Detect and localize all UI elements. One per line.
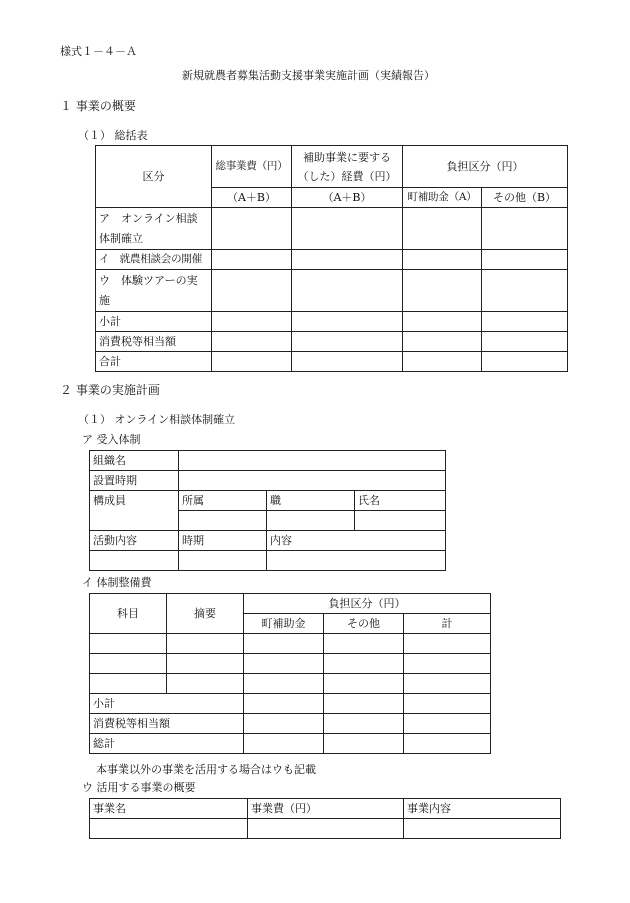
table-cell[interactable] [90,654,167,674]
members-label: 構成員 [90,491,179,531]
table-cell[interactable] [482,312,568,332]
table-row [90,734,491,754]
table-cell[interactable] [324,734,404,754]
org-name-field[interactable] [179,451,446,471]
table-cell[interactable] [212,332,292,352]
col-header-other: その他 [324,614,404,634]
col-header-town-subsidy: 町補助金 [244,614,324,634]
col-header-desc: 摘要 [167,594,244,634]
table-row [90,451,446,471]
row-label-tax: 消費税等相当額 [96,332,212,352]
table-cell[interactable] [90,634,167,654]
row-label-online [96,208,212,250]
table-row [96,352,568,372]
maintenance-cost-table [89,593,491,754]
reception-table [89,450,446,571]
setup-time-field[interactable] [179,471,446,491]
table-row [96,270,568,312]
job-field[interactable] [267,511,355,531]
org-name-label: 組織名 [90,451,179,471]
table-cell[interactable] [212,208,292,250]
row-label-tour-line2: 施 [99,294,110,307]
table-cell[interactable] [404,654,491,674]
col-header-project-cost: 事業費（円） [248,799,404,819]
note-text: 本事業以外の事業を活用する場合はウも記載 [96,763,316,776]
table-row [90,471,446,491]
col-header-other: その他（B） [482,188,568,208]
section-1-heading: １ 事業の概要 [60,99,136,113]
table-cell[interactable] [403,332,482,352]
table-cell[interactable] [324,634,404,654]
table-cell[interactable] [244,654,324,674]
table-cell[interactable] [482,352,568,372]
table-cell[interactable] [90,551,179,571]
table-cell[interactable] [324,694,404,714]
table-cell[interactable] [404,734,491,754]
row-label-online-line1: ア オンライン相談 [99,212,198,225]
row-label-tax: 消費税等相当額 [90,714,244,734]
other-project-label: ウ 活用する事業の概要 [82,781,196,794]
table-row [90,634,491,654]
job-header: 職 [267,491,355,511]
name-header: 氏名 [355,491,446,511]
row-label-grand-total: 総計 [90,734,244,754]
col-header-sum: 計 [404,614,491,634]
table-cell[interactable] [167,674,244,694]
table-cell[interactable] [292,352,403,372]
table-cell[interactable] [244,714,324,734]
table-row [90,819,561,839]
table-cell[interactable] [244,674,324,694]
form-id: 様式１－４－Ａ [60,45,137,58]
table-cell[interactable] [324,674,404,694]
table-cell[interactable] [167,654,244,674]
table-row [90,654,491,674]
table-cell[interactable] [212,312,292,332]
table-row [96,208,568,250]
table-cell[interactable] [292,208,403,250]
table-cell[interactable] [244,694,324,714]
subsidy-cost-line1: 補助事業に要する [303,150,391,164]
project-name-field[interactable] [90,819,248,839]
table-cell[interactable] [482,332,568,352]
reception-label: ア 受入体制 [82,433,141,446]
table-row [90,714,491,734]
table-row [90,491,446,511]
dept-header: 所属 [179,491,267,511]
summary-table-label: （１） 総括表 [78,129,148,142]
table-cell[interactable] [244,634,324,654]
row-label-tour-line1: ウ 体験ツアーの実 [99,274,198,287]
row-label-subtotal: 小計 [90,694,244,714]
table-row [90,531,446,551]
content-field[interactable] [267,551,446,571]
table-cell[interactable] [482,208,568,250]
table-cell[interactable] [403,250,482,270]
table-cell[interactable] [90,674,167,694]
row-label-subtotal: 小計 [96,312,212,332]
row-label-total: 合計 [96,352,212,372]
summary-table [95,145,568,372]
period-header: 時期 [179,531,267,551]
table-cell[interactable] [292,332,403,352]
table-cell[interactable] [167,634,244,654]
table-row [90,674,491,694]
table-cell[interactable] [292,312,403,332]
table-cell[interactable] [482,250,568,270]
table-cell[interactable] [403,312,482,332]
table-cell[interactable] [404,634,491,654]
col-header-burden: 負担区分（円） [244,594,491,614]
table-row [96,332,568,352]
table-cell[interactable] [324,654,404,674]
table-row [90,694,491,714]
activity-label: 活動内容 [90,531,179,551]
col-header-item: 科目 [90,594,167,634]
maintenance-cost-label: イ 体制整備費 [82,576,152,589]
table-row [90,551,446,571]
table-cell[interactable] [212,352,292,372]
col-header-town-subsidy: 町補助金（A） [403,188,482,208]
col-header-a-plus-b-1: （A＋B） [212,188,292,208]
col-header-project-name: 事業名 [90,799,248,819]
other-project-table [89,798,561,839]
col-header-a-plus-b-2: （A＋B） [292,188,403,208]
table-cell[interactable] [404,694,491,714]
table-cell[interactable] [404,674,491,694]
col-header-project-content: 事業内容 [404,799,561,819]
online-section-label: （１） オンライン相談体制確立 [78,413,236,426]
table-cell[interactable] [403,208,482,250]
table-cell[interactable] [292,250,403,270]
table-cell[interactable] [212,250,292,270]
table-cell[interactable] [404,714,491,734]
table-cell[interactable] [403,270,482,312]
table-cell[interactable] [244,734,324,754]
period-field[interactable] [179,551,267,571]
col-header-subsidy-cost [292,146,403,188]
table-cell[interactable] [212,270,292,312]
col-header-burden: 負担区分（円） [403,146,568,188]
table-cell[interactable] [324,714,404,734]
project-content-field[interactable] [404,819,561,839]
name-field[interactable] [355,511,446,531]
col-header-kubun: 区分 [96,146,212,208]
col-header-total-cost: 総事業費（円） [212,146,292,188]
row-label-consultation: イ 就農相談会の開催 [96,250,212,270]
content-header: 内容 [267,531,446,551]
table-row [96,250,568,270]
table-cell[interactable] [482,270,568,312]
table-row [90,799,561,819]
row-label-tour [96,270,212,312]
section-2-heading: ２ 事業の実施計画 [60,383,160,397]
page-title: 新規就農者募集活動支援事業実施計画（実績報告） [182,69,435,82]
table-cell[interactable] [292,270,403,312]
dept-field[interactable] [179,511,267,531]
table-row [96,312,568,332]
subsidy-cost-line2: （した）経費（円） [297,169,397,183]
setup-time-label: 設置時期 [90,471,179,491]
table-cell[interactable] [403,352,482,372]
project-cost-field[interactable] [248,819,404,839]
row-label-online-line2: 体制確立 [99,232,143,245]
